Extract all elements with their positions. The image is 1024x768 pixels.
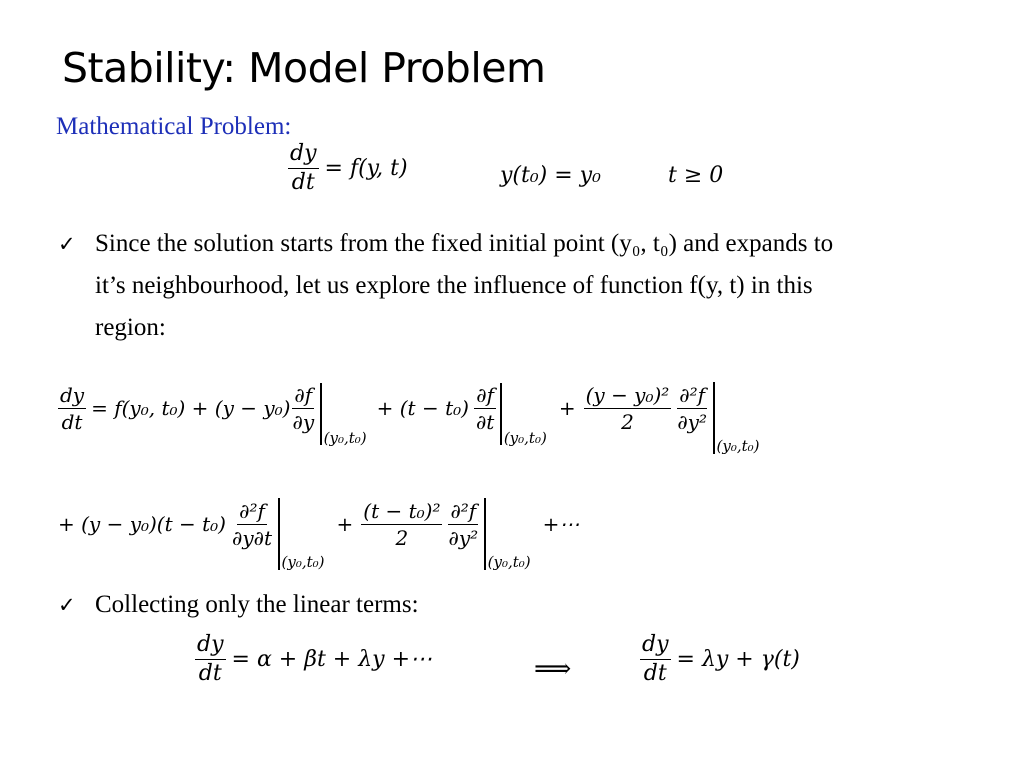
fraction-denominator: ∂y <box>292 409 315 434</box>
evaluation-point: (y₀,t₀) <box>716 436 760 455</box>
derivative-fraction <box>288 143 319 194</box>
evaluation-point: (y₀,t₀) <box>281 552 325 571</box>
taylor-expansion-line-2 <box>58 488 580 571</box>
partial-f-y-evaluated <box>290 382 316 434</box>
fraction-numerator: dy <box>60 382 85 407</box>
fraction-denominator: dt <box>198 661 222 686</box>
taylor-term-1: = f(y₀, t₀) + (y − y₀) <box>91 396 291 420</box>
bullet-1-line-1: Since the solution starts from the fixed initial point (y₀, t₀) and expands to <box>95 230 834 257</box>
fraction-numerator: dy <box>640 634 671 660</box>
check-icon: ✓ <box>58 593 76 617</box>
model-rhs: = λy + γ(t) <box>676 646 800 672</box>
evaluation-bar <box>484 498 486 570</box>
fraction-numerator: dy <box>288 143 319 169</box>
ode-rhs: = f(y, t) <box>324 155 408 181</box>
fraction-denominator: 2 <box>621 409 634 434</box>
fraction-numerator: ∂²f <box>450 498 477 523</box>
fraction-denominator: dt <box>291 170 315 195</box>
fraction-denominator: ∂y² <box>448 525 479 550</box>
linear-rhs: = α + βt + λy +⋯ <box>231 646 432 672</box>
lhs-derivative-fraction <box>58 382 86 434</box>
evaluation-point: (y₀,t₀) <box>503 428 547 447</box>
ode-equation <box>288 143 408 194</box>
fraction-numerator: ∂²f <box>679 382 706 407</box>
initial-condition: y(t₀) = y₀ <box>500 163 601 188</box>
derivative-fraction <box>195 634 226 685</box>
fraction-denominator: ∂t <box>475 409 495 434</box>
slide-title: Stability: Model Problem <box>62 44 546 92</box>
plus-sign: + <box>336 512 354 536</box>
partial-fraction <box>474 382 496 434</box>
taylor-expansion-line-1 <box>58 372 760 455</box>
implies-arrow: ⟹ <box>534 654 572 684</box>
taylor-term-2: + (t − t₀) <box>376 396 469 420</box>
fraction-denominator: dt <box>643 661 667 686</box>
fraction-numerator: (y − y₀)² <box>585 382 670 407</box>
linear-approximation <box>195 634 432 685</box>
model-problem-equation <box>640 634 800 685</box>
fraction-numerator: (t − t₀)² <box>363 498 441 523</box>
taylor-term-4: + (y − y₀)(t − t₀) <box>58 512 226 536</box>
evaluation-point: (y₀,t₀) <box>323 428 367 447</box>
fraction-numerator: ∂²f <box>239 498 265 523</box>
bullet-2-text: Collecting only the linear terms: <box>95 591 419 618</box>
partial-fraction <box>230 498 274 550</box>
partial-fraction <box>446 498 480 550</box>
fraction-denominator: ∂y∂t <box>231 525 273 550</box>
coefficient-fraction <box>584 382 672 434</box>
fraction-denominator: 2 <box>395 525 409 550</box>
domain-condition: t ≥ 0 <box>668 163 724 188</box>
evaluation-point: (y₀,t₀) <box>487 552 531 571</box>
fraction-numerator: ∂f <box>294 382 313 407</box>
partial-fraction <box>290 382 316 434</box>
evaluation-bar <box>500 383 502 445</box>
ellipsis-tail: +⋯ <box>542 512 580 536</box>
bullet-1-text <box>95 223 955 349</box>
evaluation-bar <box>713 382 715 454</box>
check-icon: ✓ <box>58 232 76 256</box>
partial-fraction <box>675 382 709 434</box>
bullet-1-line-2: it’s neighbourhood, let us explore the influence of function f(y, t) in this <box>95 272 813 299</box>
evaluation-bar <box>320 383 322 445</box>
derivative-fraction <box>640 634 671 685</box>
bullet-1-line-3: region: <box>95 314 166 341</box>
evaluation-bar <box>278 498 280 570</box>
fraction-numerator: dy <box>195 634 226 660</box>
fraction-denominator: dt <box>61 409 83 434</box>
fraction-denominator: ∂y² <box>677 409 707 434</box>
fraction-numerator: ∂f <box>476 382 494 407</box>
subheading: Mathematical Problem: <box>56 113 292 140</box>
coefficient-fraction <box>361 498 442 550</box>
plus-sign: + <box>558 396 576 420</box>
